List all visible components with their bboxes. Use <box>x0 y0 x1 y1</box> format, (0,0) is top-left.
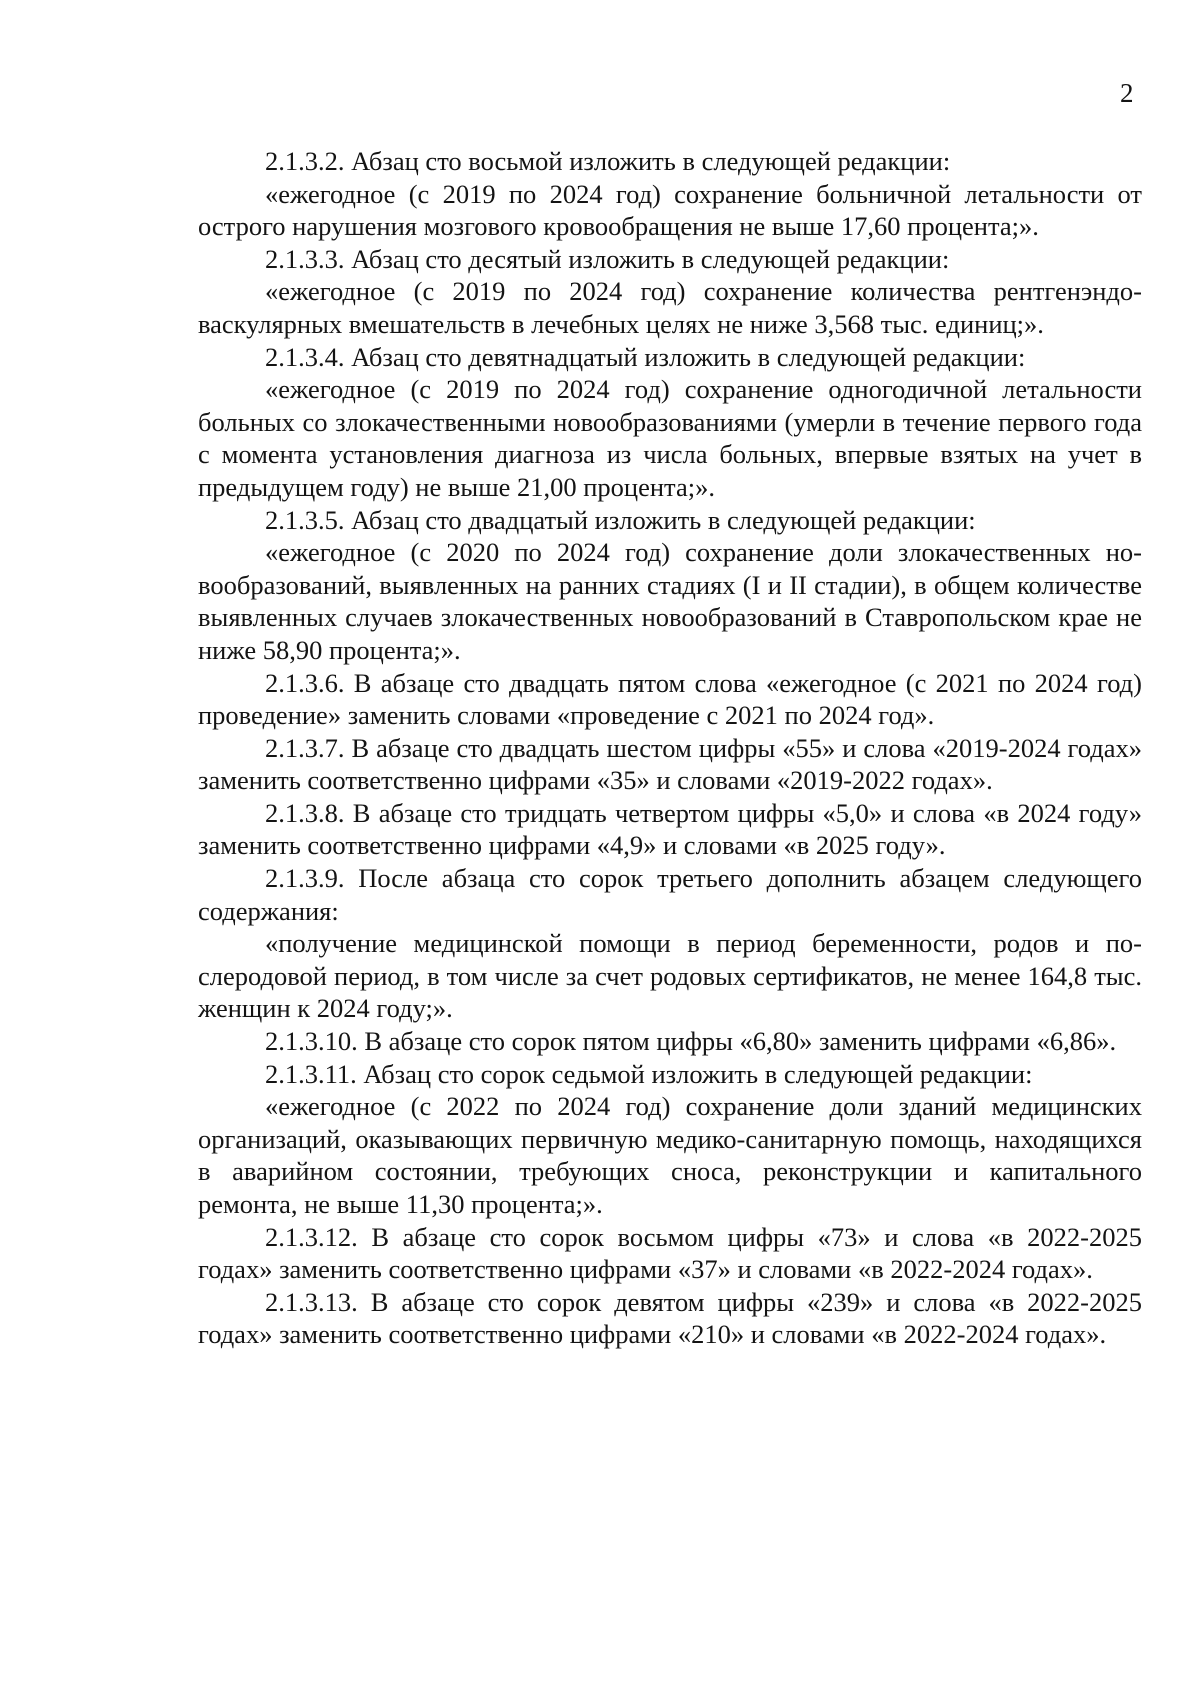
paragraph-2-1-3-11-text: «ежегодное (с 2022 по 2024 год) сохранение доли зданий медицинских организаций, оказывающих первичную медико-санитарную помощь, находящихся в аварийном состоянии, требующих сноса, реконструкции и капитального ремонта, не выше 11,30 процента;». <box>198 1091 1142 1219</box>
page-number: 2 <box>1120 78 1134 108</box>
paragraph-2-1-3-12: 2.1.3.12. В абзаце сто сорок восьмом цифры «73» и слова «в 2022-2025 годах» заменить соответственно цифрами «37» и словами «в 2022-2024 годах». <box>198 1221 1142 1285</box>
paragraph-2-1-3-8: 2.1.3.8. В абзаце сто тридцать четвертом цифры «5,0» и слова «в 2024 году» заменить соответственно цифрами «4,9» и словами «в 2025 году». <box>198 797 1142 861</box>
paragraph-2-1-3-2-heading: 2.1.3.2. Абзац сто восьмой изложить в следующей редакции: <box>265 146 951 176</box>
paragraph-2-1-3-13: 2.1.3.13. В абзаце сто сорок девятом цифры «239» и слова «в 2022-2025 годах» заменить соответственно цифрами «210» и словами «в 2022-2024 годах». <box>198 1286 1142 1350</box>
paragraph-2-1-3-7: 2.1.3.7. В абзаце сто двадцать шестом цифры «55» и слова «2019-2024 годах» заменить соответственно цифрами «35» и словами «2019-2022 годах». <box>198 732 1142 796</box>
document-body <box>198 145 1142 1351</box>
paragraph-2-1-3-5-heading: 2.1.3.5. Абзац сто двадцатый изложить в следующей редакции: <box>265 504 976 535</box>
paragraph-2-1-3-9-heading: 2.1.3.9. После абзаца сто сорок третьего дополнить абзацем следующего содержания: <box>198 863 1142 926</box>
paragraph-2-1-3-3-heading: 2.1.3.3. Абзац сто десятый изложить в следующей редакции: <box>265 243 950 274</box>
paragraph-2-1-3-9-text: «получение медицинской помощи в период беременности, родов и послеродовой период, в том числе за счет родовых сертификатов, не менее 164,8 тыс. женщин к 2024 году;». <box>198 928 1142 1024</box>
paragraph-2-1-3-4-text: «ежегодное (с 2019 по 2024 год) сохранение одногодичной летальности больных со злокачественными новообразованиями (умерли в течение первого года с момента установления диагноза из числа больных, впервые взятых на учет в предыдущем году) не выше 21,00 процента;». <box>198 374 1142 502</box>
paragraph-2-1-3-6: 2.1.3.6. В абзаце сто двадцать пятом слова «ежегодное (с 2021 по 2024 год) проведение» заменить словами «проведение с 2021 по 2024 год». <box>198 667 1142 731</box>
paragraph-2-1-3-2-text: «ежегодное (с 2019 по 2024 год) сохранение больничной летальности от острого нарушения мозгового кровообращения не выше 17,60 процента;». <box>198 178 1142 242</box>
paragraph-2-1-3-10: 2.1.3.10. В абзаце сто сорок пятом цифры «6,80» заменить цифрами «6,86». <box>265 1026 1117 1057</box>
paragraph-2-1-3-3-text: «ежегодное (с 2019 по 2024 год) сохранение количества рентгенэндоваскулярных вмешательств в лечебных целях не ниже 3,568 тыс. единиц;». <box>198 276 1142 339</box>
paragraph-2-1-3-4-heading: 2.1.3.4. Абзац сто девятнадцатый изложить в следующей редакции: <box>265 341 1026 372</box>
paragraph-2-1-3-11-heading: 2.1.3.11. Абзац сто сорок седьмой изложить в следующей редакции: <box>265 1058 1033 1089</box>
paragraph-2-1-3-5-text: «ежегодное (с 2020 по 2024 год) сохранение доли злокачественных новообразований, выявленных на ранних стадиях (I и II стадии), в общем количестве выявленных случаев злокачественных новообразований в Ставропольском крае не ниже 58,90 процента;». <box>198 537 1142 665</box>
